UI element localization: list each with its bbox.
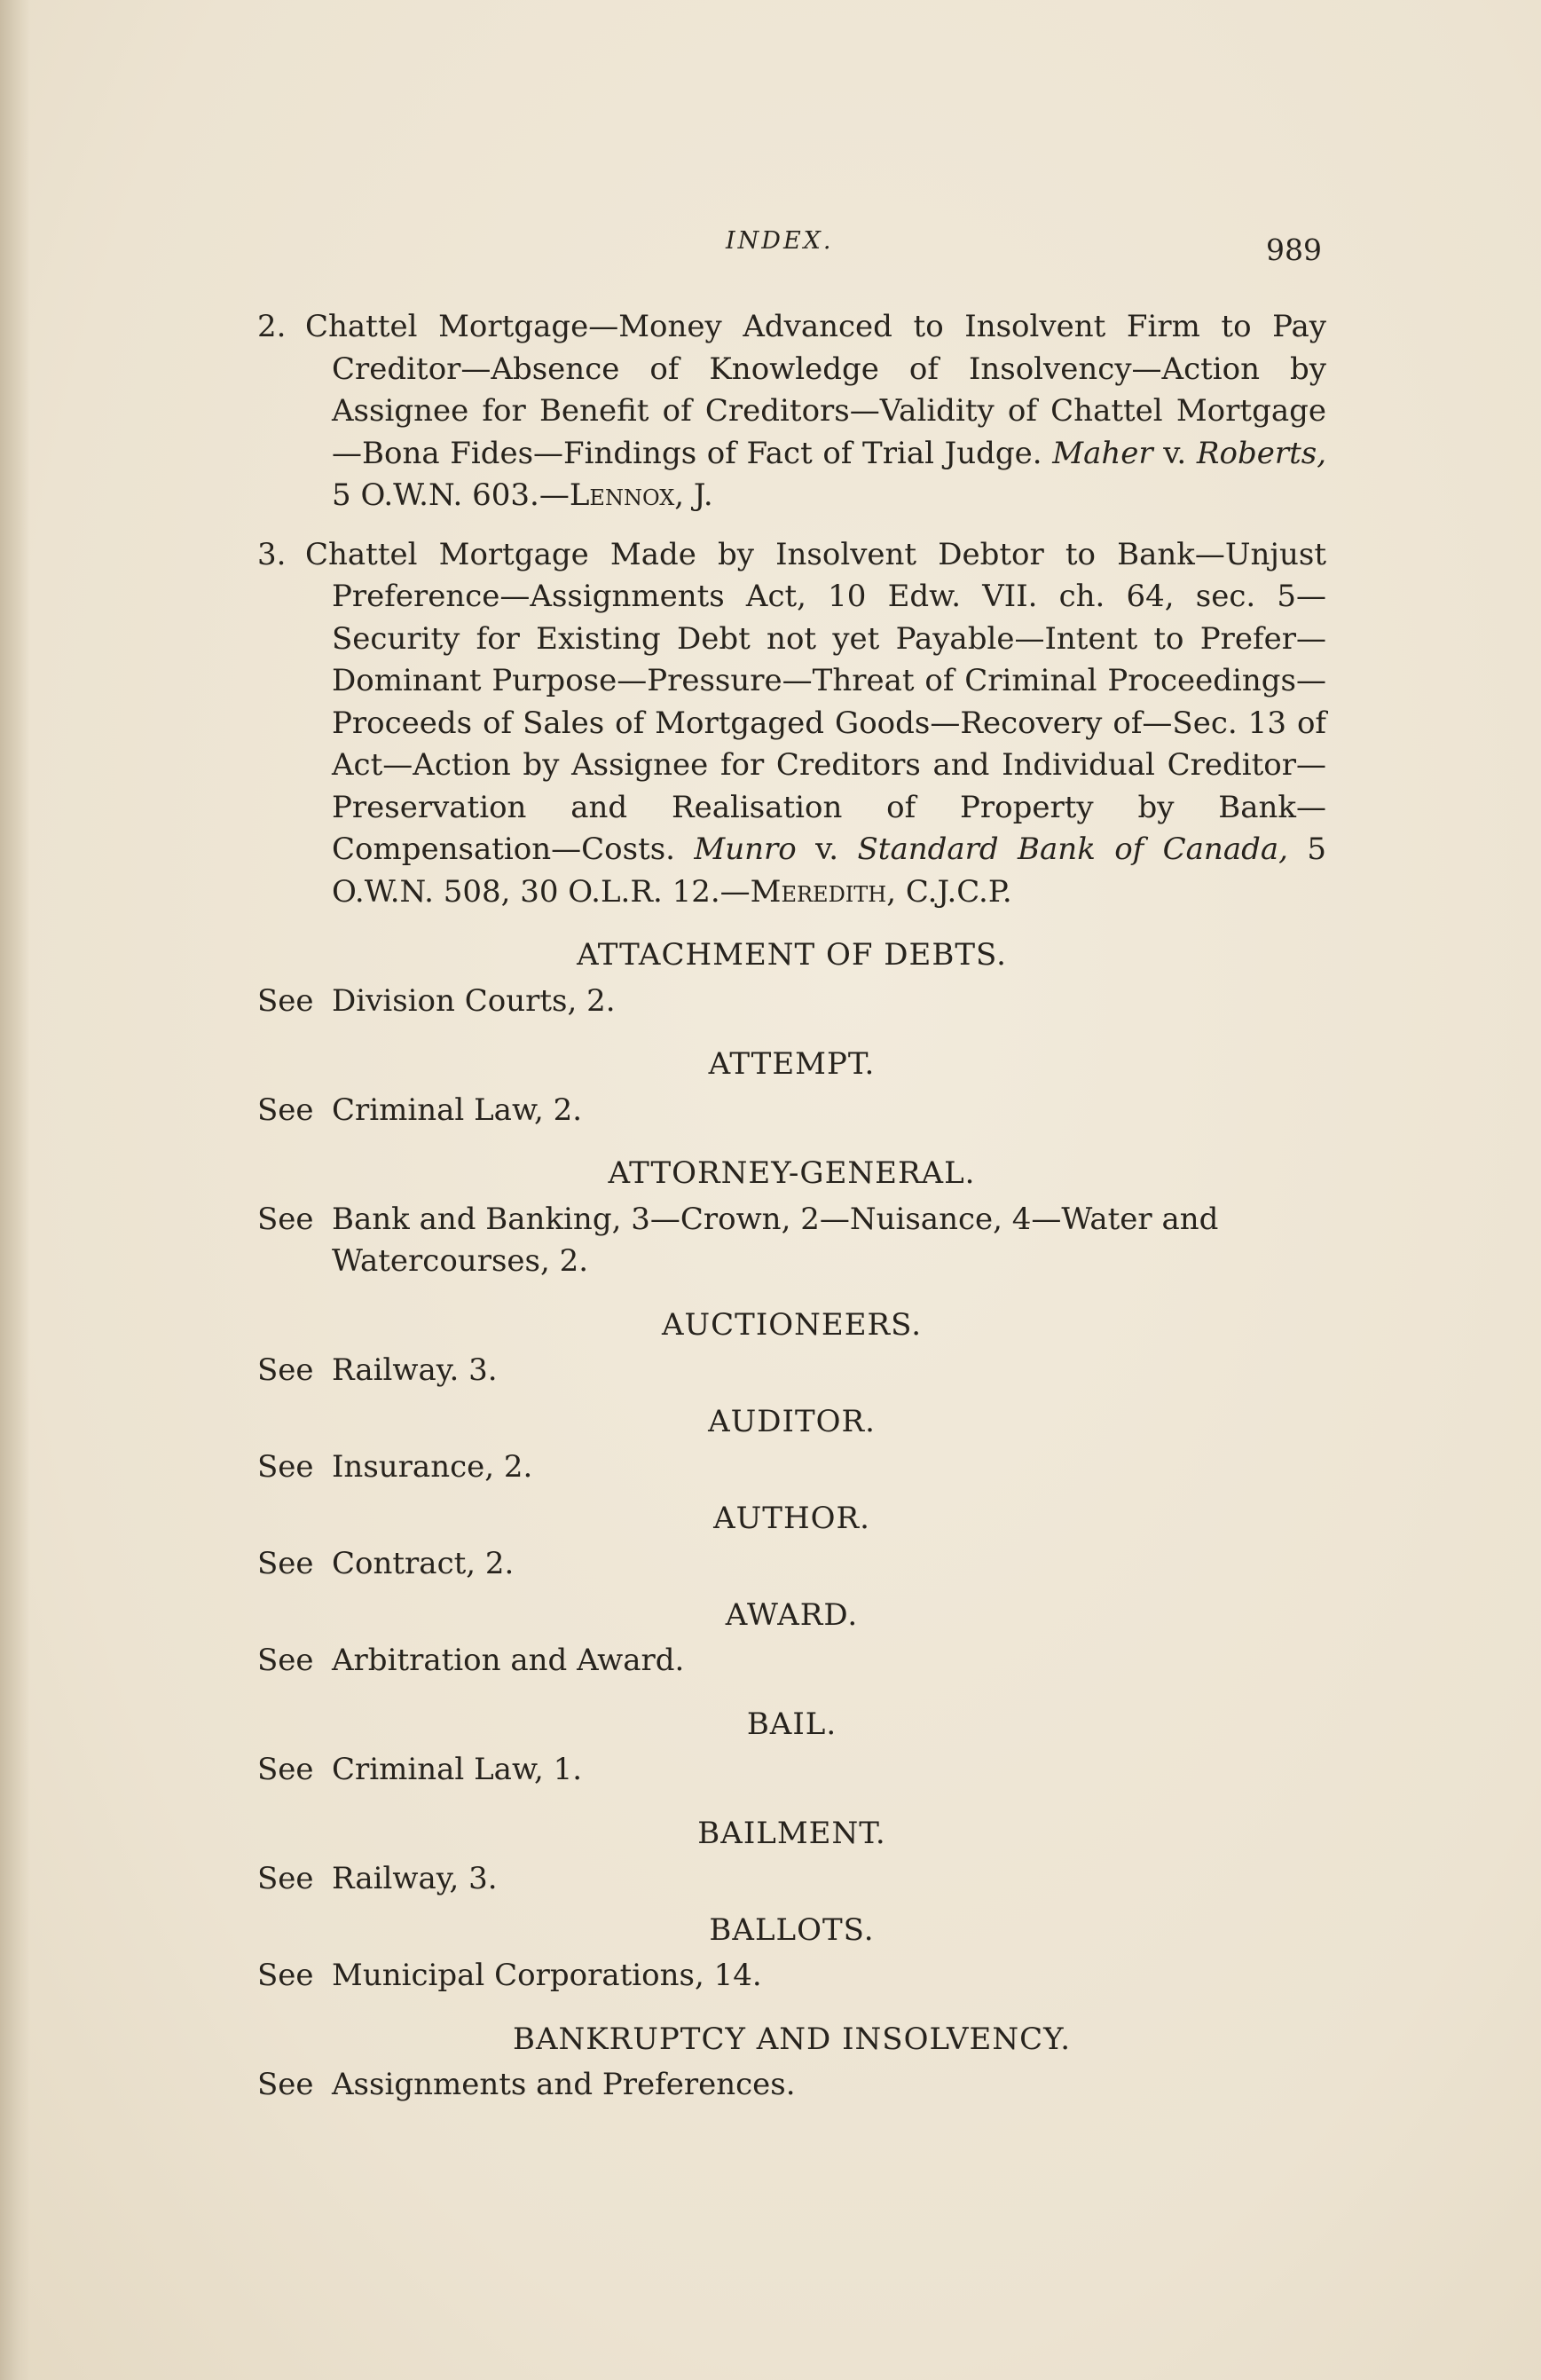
see-label: See [257, 1201, 314, 1237]
see-reference [257, 2064, 1326, 2107]
page-binding-shadow [0, 0, 30, 2380]
see-label: See [257, 1958, 314, 1993]
section-heading-bail: BAIL. [746, 1706, 837, 1742]
reference-text: Bank and Banking, 3—Crown, 2—Nuisance, 4—Water and Watercourses, 2. [332, 1201, 1219, 1279]
reference-text: Railway, 3. [332, 1861, 498, 1896]
see-label: See [257, 982, 314, 1019]
section-heading-author: AUTHOR. [713, 1500, 870, 1536]
see-label: See [257, 1352, 314, 1388]
see-reference [257, 981, 1326, 1023]
case-party-a: Maher [1052, 435, 1153, 471]
entry-number: 3. [257, 536, 287, 572]
see-reference [257, 1090, 1326, 1132]
section-heading-attorney-general: ATTORNEY-GENERAL. [608, 1155, 976, 1191]
see-reference [257, 1446, 1326, 1489]
see-label: See [257, 2067, 314, 2102]
case-versus: v. [1163, 435, 1187, 471]
see-label: See [257, 1546, 314, 1581]
section-heading-bailment: BAILMENT. [697, 1815, 886, 1851]
index-entry-3 [257, 534, 1326, 914]
section-heading-auctioneers: AUCTIONEERS. [661, 1306, 923, 1343]
section-heading-attempt: ATTEMPT. [708, 1046, 876, 1082]
reference-text: Arbitration and Award. [332, 1643, 685, 1678]
see-label: See [257, 1861, 314, 1896]
see-label: See [257, 1449, 314, 1485]
reference-text: Contract, 2. [332, 1546, 515, 1581]
see-label: See [257, 1643, 314, 1678]
reference-text: Assignments and Preferences. [332, 2067, 796, 2102]
reference-text: Railway. 3. [332, 1352, 498, 1388]
see-reference [257, 1858, 1326, 1901]
reference-text: Division Courts, 2. [332, 982, 616, 1019]
case-party-b: Standard Bank of Canada, [857, 831, 1288, 867]
see-label: See [257, 1752, 314, 1787]
section-heading-bankruptcy-and-insolvency: BANKRUPTCY AND INSOLVENCY. [512, 2021, 1072, 2057]
entry-text: Chattel Mortgage—Money Advanced to Insolvent Firm to Pay Creditor—Absence of Knowledge of Insolvency—Action by Assignee for Benefit of Creditors—Validity of Chattel Mortgage—Bona Fides—Findings of Fact of Trial Judge. [305, 309, 1326, 471]
case-citation: 5 O.W.N. 603.— [332, 477, 570, 513]
case-versus: v. [815, 831, 839, 867]
case-citation: 5 O.W.N. 508, 30 O.L.R. 12.— [332, 831, 1326, 910]
section-heading-attachment-of-debts: ATTACHMENT OF DEBTS. [577, 937, 1007, 973]
judge-title: , J. [674, 477, 713, 513]
section-heading-ballots: BALLOTS. [709, 1911, 875, 1948]
section-heading-award: AWARD. [725, 1596, 859, 1633]
see-reference [257, 1955, 1326, 1998]
index-entry-2 [257, 306, 1326, 517]
see-reference [257, 1350, 1326, 1392]
reference-text: Insurance, 2. [332, 1449, 533, 1485]
entry-number: 2. [257, 309, 287, 344]
case-party-a: Munro [694, 831, 797, 867]
running-head: INDEX. [726, 227, 834, 255]
reference-text: Criminal Law, 2. [332, 1091, 583, 1128]
judge-name: Meredith [750, 873, 887, 910]
judge-name: Lennox [569, 477, 675, 513]
page-header [257, 220, 1322, 273]
see-reference [257, 1543, 1326, 1586]
judge-title: , C.J.C.P. [886, 873, 1012, 910]
case-party-b: Roberts, [1196, 435, 1327, 471]
index-content [257, 306, 1326, 2116]
page-number: 989 [1266, 232, 1322, 267]
see-label: See [257, 1091, 314, 1128]
see-reference [257, 1749, 1326, 1792]
reference-text: Criminal Law, 1. [332, 1752, 583, 1787]
see-reference [257, 1199, 1326, 1283]
see-reference [257, 1640, 1326, 1683]
section-heading-auditor: AUDITOR. [708, 1403, 876, 1439]
reference-text: Municipal Corporations, 14. [332, 1958, 762, 1993]
entry-text: Chattel Mortgage Made by Insolvent Debtor to Bank—Unjust Preference—Assignments Act, 10 Edw. VII. ch. 64, sec. 5—Security for Existing Debt not yet Payable—Intent to Prefer—Dominant Purpose—Pressure—Threat of Criminal Proceedings—Proceeds of Sales of Mortgaged Goods—Recovery of—Sec. 13 of Act—Action by Assignee for Creditors and Individual Creditor—Preservation and Realisation of Property by Bank—Compensation—Costs. [305, 536, 1326, 867]
